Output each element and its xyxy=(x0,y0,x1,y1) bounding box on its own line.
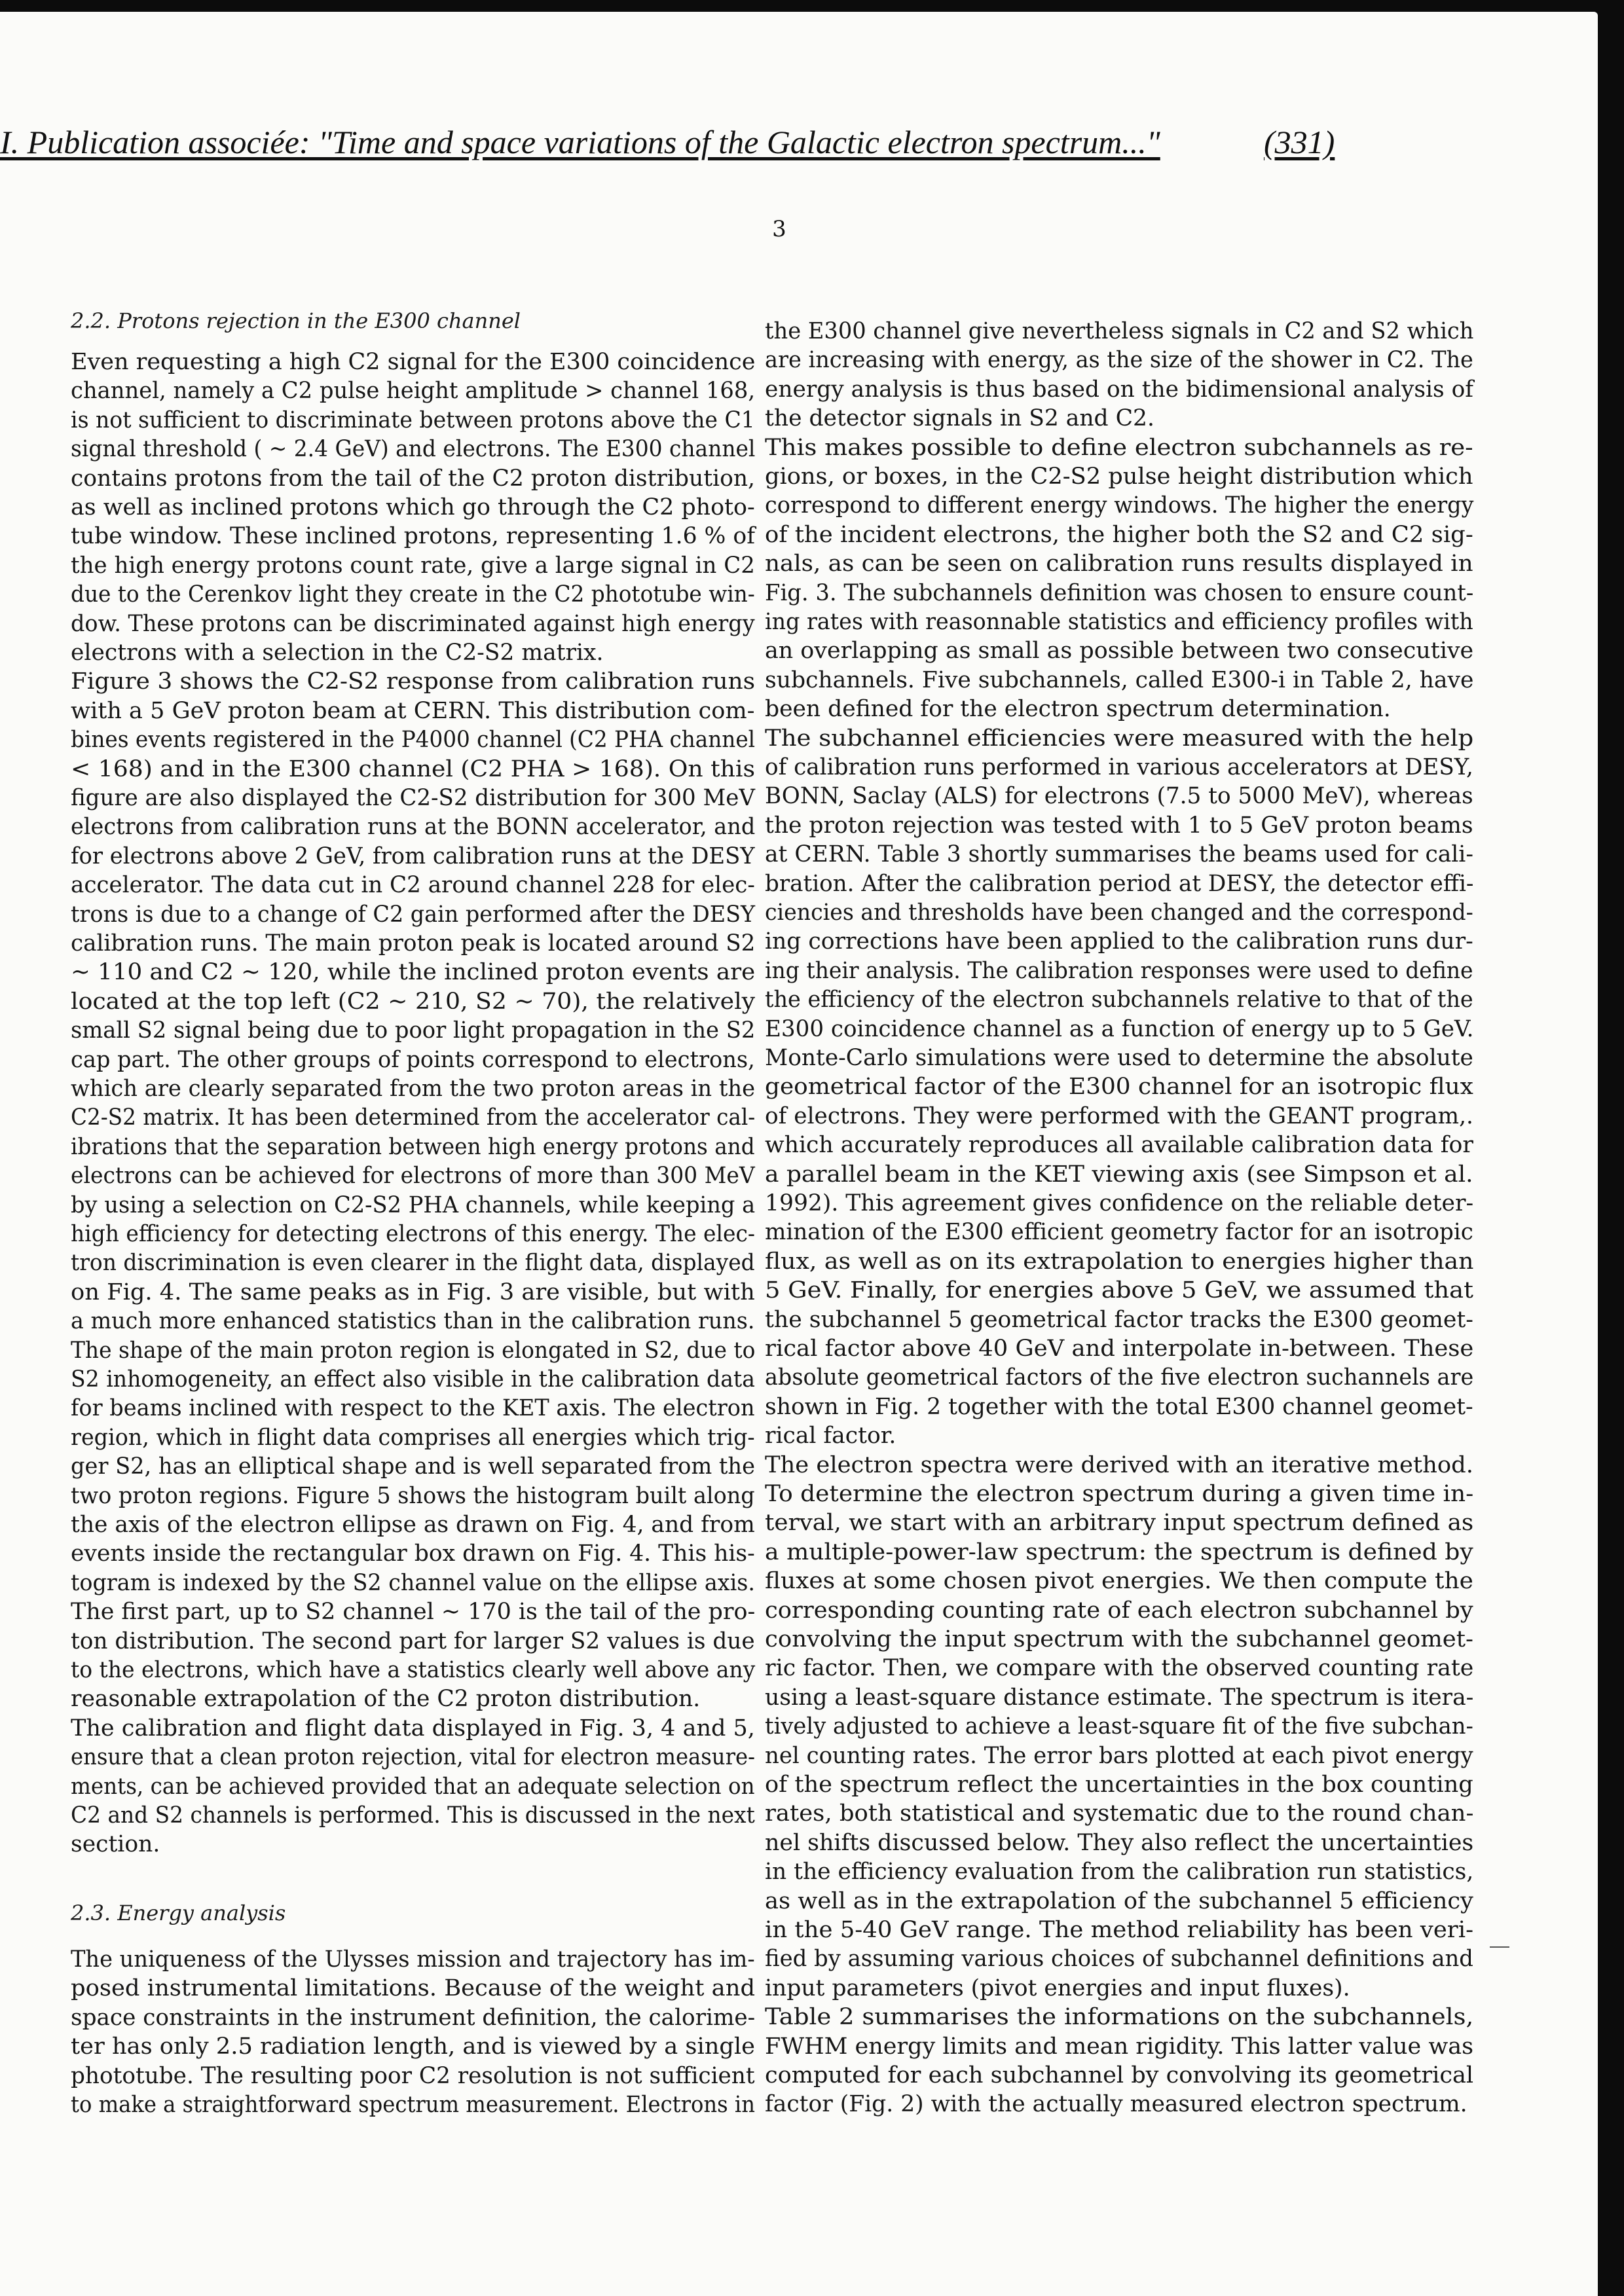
text-line: reasonable extrapolation of the C2 proton distribution. xyxy=(71,1686,701,1713)
text-line: to make a straightforward spectrum measurement. Electrons in xyxy=(71,2092,755,2118)
running-head xyxy=(0,123,1349,169)
text-line: corresponding counting rate of each electron subchannel by xyxy=(765,1597,1473,1624)
text-line: rical factor above 40 GeV and interpolate in-between. These xyxy=(765,1336,1474,1362)
text-line: two proton regions. Figure 5 shows the histogram built along xyxy=(71,1482,755,1509)
text-line: nel counting rates. The error bars plotted at each pivot energy xyxy=(765,1742,1473,1769)
text-line: ger S2, has an elliptical shape and is well separated from the xyxy=(71,1453,755,1480)
text-line: tron discrimination is even clearer in the flight data, displayed xyxy=(71,1250,755,1277)
text-line: tively adjusted to achieve a least-square fit of the five subchan- xyxy=(765,1713,1473,1740)
text-line: ibrations that the separation between high energy protons and xyxy=(71,1133,755,1160)
text-line: tube window. These inclined protons, representing 1.6 % of xyxy=(71,523,755,550)
text-line: cap part. The other groups of points correspond to electrons, xyxy=(71,1046,755,1073)
text-line: figure are also displayed the C2-S2 distribution for 300 MeV xyxy=(71,785,755,811)
text-line: BONN, Saclay (ALS) for electrons (7.5 to 5000 MeV), whereas xyxy=(765,783,1473,810)
text-line: contains protons from the tail of the C2 proton distribution, xyxy=(71,465,755,492)
text-line: ter has only 2.5 radiation length, and is viewed by a single xyxy=(71,2033,755,2060)
text-line: S2 inhomogeneity, an effect also visible in the calibration data xyxy=(71,1366,755,1393)
text-line: posed instrumental limitations. Because of the weight and xyxy=(71,1975,756,2002)
text-line: of electrons. They were performed with the GEANT program,. xyxy=(765,1102,1473,1129)
text-line: signal threshold ( ~ 2.4 GeV) and electrons. The E300 channel xyxy=(71,436,756,463)
text-line: an overlapping as small as possible between two consecutive xyxy=(765,638,1474,665)
text-line: Figure 3 shows the C2-S2 response from calibration runs xyxy=(71,668,756,695)
text-line: phototube. The resulting poor C2 resolution is not sufficient xyxy=(71,2062,755,2089)
text-line: The uniqueness of the Ulysses mission and trajectory has im- xyxy=(71,1946,755,1973)
text-line: to the electrons, which have a statistics clearly well above any xyxy=(71,1657,756,1683)
text-line: the subchannel 5 geometrical factor tracks the E300 geomet- xyxy=(765,1306,1473,1333)
text-line: dow. These protons can be discriminated against high energy xyxy=(71,610,755,637)
text-line: input parameters (pivot energies and input fluxes). xyxy=(765,1975,1350,2001)
text-line: a much more enhanced statistics than in the calibration runs. xyxy=(71,1308,755,1335)
text-line: by using a selection on C2-S2 PHA channels, while keeping a xyxy=(71,1192,756,1218)
text-line: nals, as can be seen on calibration runs results displayed in xyxy=(765,551,1473,577)
text-line: on Fig. 4. The same peaks as in Fig. 3 are visible, but with xyxy=(71,1279,755,1305)
text-line: fluxes at some chosen pivot energies. We then compute the xyxy=(765,1568,1473,1595)
text-line: the high energy protons count rate, give a large signal in C2 xyxy=(71,552,755,579)
text-line: of calibration runs performed in various accelerators at DESY, xyxy=(765,754,1473,780)
scan-margin-mark xyxy=(1490,1946,1509,1948)
section-2-3-heading: 2.3. Energy analysis xyxy=(71,1901,286,1925)
text-line: 5 GeV. Finally, for energies above 5 GeV, we assumed that xyxy=(765,1277,1473,1304)
text-line: are increasing with energy, as the size of the shower in C2. The xyxy=(765,347,1473,374)
text-line: energy analysis is thus based on the bidimensional analysis of xyxy=(765,376,1474,403)
text-line: Monte-Carlo simulations were used to determine the absolute xyxy=(765,1045,1473,1071)
text-line: using a least-square distance estimate. The spectrum is itera- xyxy=(765,1684,1474,1711)
text-line: ~ 110 and C2 ~ 120, while the inclined proton events are xyxy=(71,959,756,986)
text-line: ric factor. Then, we compare with the observed counting rate xyxy=(765,1655,1474,1682)
text-line: trons is due to a change of C2 gain performed after the DESY xyxy=(71,901,756,928)
text-line: nel shifts discussed below. They also reflect the uncertainties xyxy=(765,1829,1474,1856)
text-line: a multiple-power-law spectrum: the spectrum is defined by xyxy=(765,1539,1473,1565)
text-line: channel, namely a C2 pulse height amplitude > channel 168, xyxy=(71,378,756,405)
text-line: in the efficiency evaluation from the calibration run statistics, xyxy=(765,1859,1474,1886)
text-line: bration. After the calibration period at DESY, the detector effi- xyxy=(765,870,1474,897)
text-line: rates, both statistical and systematic due to the round chan- xyxy=(765,1800,1474,1827)
text-line: factor (Fig. 2) with the actually measured electron spectrum. xyxy=(765,2091,1467,2118)
text-line: fied by assuming various choices of subchannel definitions and xyxy=(765,1946,1473,1973)
text-line: which are clearly separated from the two proton areas in the xyxy=(71,1076,756,1102)
text-line: FWHM energy limits and mean rigidity. This latter value was xyxy=(765,2033,1474,2060)
text-line: To determine the electron spectrum during a given time in- xyxy=(765,1481,1474,1507)
text-line: section. xyxy=(71,1831,160,1858)
text-line: a parallel beam in the KET viewing axis (see Simpson et al. xyxy=(765,1161,1473,1188)
text-line: accelerator. The data cut in C2 around channel 228 for elec- xyxy=(71,872,755,899)
text-line: E300 coincidence channel as a function of energy up to 5 GeV. xyxy=(765,1015,1474,1042)
text-line: at CERN. Table 3 shortly summarises the beams used for cali- xyxy=(765,841,1473,868)
text-line: ments, can be achieved provided that an adequate selection on xyxy=(71,1773,755,1800)
text-line: the axis of the electron ellipse as drawn on Fig. 4, and from xyxy=(71,1512,755,1538)
text-line: ciencies and thresholds have been changed and the correspond- xyxy=(765,900,1473,926)
text-line: the detector signals in S2 and C2. xyxy=(765,405,1154,432)
text-line: subchannels. Five subchannels, called E300-i in Table 2, have xyxy=(765,666,1474,693)
text-line: shown in Fig. 2 together with the total E300 channel geomet- xyxy=(765,1393,1473,1420)
text-line: 1992). This agreement gives confidence on the reliable deter- xyxy=(765,1190,1474,1216)
text-line: computed for each subchannel by convolving its geometrical xyxy=(765,2062,1474,2088)
text-line: is not sufficient to discriminate between protons above the C1 xyxy=(71,407,755,433)
text-line: which accurately reproduces all available calibration data for xyxy=(765,1132,1473,1159)
text-line: as well as inclined protons which go through the C2 photo- xyxy=(71,494,755,520)
text-line: geometrical factor of the E300 channel for an isotropic flux xyxy=(765,1074,1473,1101)
text-line: region, which in flight data comprises all energies which trig- xyxy=(71,1424,755,1451)
text-line: The first part, up to S2 channel ~ 170 is the tail of the pro- xyxy=(71,1599,756,1626)
text-line: C2 and S2 channels is performed. This is discussed in the next xyxy=(71,1802,755,1829)
text-line: flux, as well as on its extrapolation to energies higher than xyxy=(765,1248,1474,1275)
text-line: terval, we start with an arbitrary input spectrum defined as xyxy=(765,1510,1474,1537)
text-line: bines events registered in the P4000 channel (C2 PHA channel xyxy=(71,727,756,754)
running-head-page-ref: (331) xyxy=(1264,124,1335,160)
section-2-2-heading: 2.2. Protons rejection in the E300 channel xyxy=(71,308,521,333)
text-line: of the spectrum reflect the uncertainties in the box counting xyxy=(765,1772,1473,1798)
text-line: mination of the E300 efficient geometry factor for an isotropic xyxy=(765,1219,1473,1246)
text-line: The electron spectra were derived with an iterative method. xyxy=(765,1451,1473,1478)
text-line: ing corrections have been applied to the calibration runs dur- xyxy=(765,928,1473,955)
text-line: < 168) and in the E300 channel (C2 PHA > 168). On this xyxy=(71,756,756,782)
text-line: togram is indexed by the S2 channel value on the ellipse axis. xyxy=(71,1569,755,1596)
page-number: 3 xyxy=(772,216,786,242)
text-line: as well as in the extrapolation of the subchannel 5 efficiency xyxy=(765,1887,1473,1914)
text-line: for beams inclined with respect to the KET axis. The electron xyxy=(71,1395,755,1422)
text-line: gions, or boxes, in the C2-S2 pulse height distribution which xyxy=(765,464,1473,490)
text-line: events inside the rectangular box drawn on Fig. 4. This his- xyxy=(71,1540,755,1567)
text-line: calibration runs. The main proton peak is located around S2 xyxy=(71,930,756,957)
text-line: ton distribution. The second part for larger S2 values is due xyxy=(71,1628,755,1654)
text-line: rical factor. xyxy=(765,1423,896,1449)
text-line: absolute geometrical factors of the five electron suchannels are xyxy=(765,1364,1474,1391)
text-line: located at the top left (C2 ~ 210, S2 ~ 70), the relatively xyxy=(71,988,756,1015)
text-line: correspond to different energy windows. The higher the energy xyxy=(765,492,1474,519)
text-line: ing their analysis. The calibration responses were used to define xyxy=(765,957,1473,984)
text-line: This makes possible to define electron subchannels as re- xyxy=(765,434,1473,461)
text-line: The calibration and flight data displayed in Fig. 3, 4 and 5, xyxy=(71,1715,755,1741)
text-line: ing rates with reasonnable statistics and efficiency profiles with xyxy=(765,609,1473,635)
text-line: space constraints in the instrument definition, the calorime- xyxy=(71,2004,756,2031)
text-line: convolving the input spectrum with the subchannel geomet- xyxy=(765,1626,1473,1652)
text-line: Fig. 3. The subchannels definition was chosen to ensure count- xyxy=(765,579,1474,606)
text-line: due to the Cerenkov light they create in the C2 phototube win- xyxy=(71,581,755,608)
text-line: The shape of the main proton region is elongated in S2, due to xyxy=(71,1337,756,1364)
text-line: of the incident electrons, the higher both the S2 and C2 sig- xyxy=(765,521,1473,548)
text-line: C2-S2 matrix. It has been determined from the accelerator cal- xyxy=(71,1104,756,1131)
text-line: small S2 signal being due to poor light propagation in the S2 xyxy=(71,1017,756,1044)
text-line: electrons with a selection in the C2-S2 matrix. xyxy=(71,640,604,666)
text-line: Even requesting a high C2 signal for the E300 coincidence xyxy=(71,349,756,375)
text-line: electrons from calibration runs at the BONN accelerator, and xyxy=(71,814,756,841)
text-line: the efficiency of the electron subchannels relative to that of the xyxy=(765,987,1473,1013)
text-line: in the 5-40 GeV range. The method reliability has been veri- xyxy=(765,1917,1474,1943)
text-line: the proton rejection was tested with 1 to 5 GeV proton beams xyxy=(765,812,1473,839)
running-head-title: I. Publication associée: "Time and space variations of the Galactic electron spectrum..." xyxy=(0,124,1160,160)
text-line: ensure that a clean proton rejection, vital for electron measure- xyxy=(71,1744,755,1771)
text-line: with a 5 GeV proton beam at CERN. This distribution com- xyxy=(71,697,755,724)
text-line: The subchannel efficiencies were measured with the help xyxy=(765,725,1474,752)
text-line: been defined for the electron spectrum determination. xyxy=(765,696,1391,723)
text-line: high efficiency for detecting electrons of this energy. The elec- xyxy=(71,1221,756,1247)
text-line: Table 2 summarises the informations on the subchannels, xyxy=(765,2004,1474,2031)
text-line: for electrons above 2 GeV, from calibration runs at the DESY xyxy=(71,843,755,869)
text-line: the E300 channel give nevertheless signals in C2 and S2 which xyxy=(765,318,1474,344)
text-line: electrons can be achieved for electrons of more than 300 MeV xyxy=(71,1163,755,1190)
scanned-page xyxy=(0,12,1598,2296)
